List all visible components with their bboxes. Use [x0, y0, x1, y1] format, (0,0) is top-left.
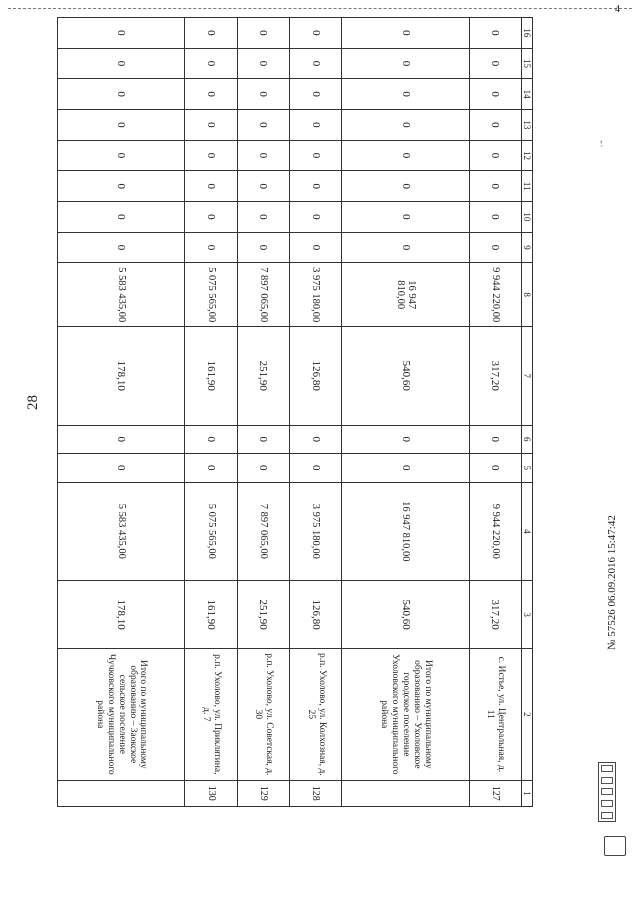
value-cell-12: 0 [237, 140, 289, 171]
column-header-6: 6 [522, 425, 533, 453]
header-row [522, 18, 533, 807]
column-header-1: 1 [522, 780, 533, 806]
small-stamp-icon [604, 836, 626, 856]
value-cell-9: 0 [58, 232, 185, 263]
rotated-table-container [57, 17, 533, 807]
top-corner-mark: 4 [615, 4, 620, 15]
value-cell-13: 0 [469, 110, 521, 141]
value-cell-11: 0 [469, 171, 521, 202]
value-cell-5: 0 [342, 454, 469, 482]
value-cell-5: 0 [237, 454, 289, 482]
value-cell-14: 0 [185, 79, 237, 110]
value-cell-15: 0 [290, 48, 342, 79]
value-cell-9: 0 [469, 232, 521, 263]
value-cell-10: 0 [58, 202, 185, 233]
value-cell-3: 317,20 [469, 581, 521, 649]
value-cell-4: 5 075 565,00 [185, 482, 237, 581]
value-cell-12: 0 [469, 140, 521, 171]
value-cell-12: 0 [290, 140, 342, 171]
side-mark: , [600, 134, 603, 145]
row-number-cell: 128 [290, 780, 342, 806]
value-cell-14: 0 [469, 79, 521, 110]
column-header-9: 9 [522, 232, 533, 263]
value-cell-16: 0 [290, 18, 342, 49]
value-cell-6: 0 [290, 425, 342, 453]
table-row [469, 18, 521, 807]
value-cell-15: 0 [237, 48, 289, 79]
value-cell-9: 0 [290, 232, 342, 263]
value-cell-15: 0 [342, 48, 469, 79]
value-cell-5: 0 [469, 454, 521, 482]
row-number-cell [342, 780, 469, 806]
value-cell-5: 0 [185, 454, 237, 482]
value-cell-6: 0 [342, 425, 469, 453]
value-cell-8: 3 975 180,00 [290, 263, 342, 327]
address-cell: Итого по муниципальному образованию – Заокское сельское поселение Чучковского муниципального района [58, 649, 185, 781]
value-cell-15: 0 [58, 48, 185, 79]
address-cell: р.п. Ухолово, ул. Советская, д. 30 [237, 649, 289, 781]
row-number-cell: 127 [469, 780, 521, 806]
value-cell-8: 9 944 220,00 [469, 263, 521, 327]
column-header-11: 11 [522, 171, 533, 202]
value-cell-4: 9 944 220,00 [469, 482, 521, 581]
column-header-2: 2 [522, 649, 533, 781]
table-row [237, 18, 289, 807]
value-cell-3: 540,60 [342, 581, 469, 649]
row-number-cell: 130 [185, 780, 237, 806]
value-cell-3: 178,10 [58, 581, 185, 649]
value-cell-14: 0 [290, 79, 342, 110]
table-row [290, 18, 342, 807]
data-table [57, 17, 533, 807]
column-header-3: 3 [522, 581, 533, 649]
value-cell-9: 0 [237, 232, 289, 263]
stamp-cell [601, 765, 613, 772]
value-cell-13: 0 [290, 110, 342, 141]
registration-note: № 57526 06.09.2016 15:47:42 [606, 515, 618, 650]
value-cell-4: 7 897 065,00 [237, 482, 289, 581]
address-cell: с. Истье, ул. Центральная, д. 11 [469, 649, 521, 781]
top-dashed-rule [8, 8, 632, 9]
value-cell-8: 5 075 565,00 [185, 263, 237, 327]
value-cell-10: 0 [290, 202, 342, 233]
value-cell-11: 0 [185, 171, 237, 202]
value-cell-16: 0 [58, 18, 185, 49]
value-cell-15: 0 [469, 48, 521, 79]
value-cell-11: 0 [58, 171, 185, 202]
value-cell-3: 126,80 [290, 581, 342, 649]
value-cell-14: 0 [58, 79, 185, 110]
value-cell-13: 0 [185, 110, 237, 141]
value-cell-7: 540,60 [342, 326, 469, 425]
page-number: 28 [25, 395, 41, 410]
value-cell-8: 7 897 065,00 [237, 263, 289, 327]
column-header-12: 12 [522, 140, 533, 171]
barcode-stamp [598, 762, 616, 822]
address-cell: р.п. Ухолово, ул. Колхозная, д. 25 [290, 649, 342, 781]
value-cell-13: 0 [58, 110, 185, 141]
column-header-15: 15 [522, 48, 533, 79]
value-cell-5: 0 [58, 454, 185, 482]
value-cell-14: 0 [342, 79, 469, 110]
table-row [185, 18, 237, 807]
value-cell-8: 16 947 810,00 [342, 263, 469, 327]
stamp-cell [601, 777, 613, 784]
stamp-cell [601, 788, 613, 795]
value-cell-10: 0 [469, 202, 521, 233]
value-cell-14: 0 [237, 79, 289, 110]
value-cell-7: 178,10 [58, 326, 185, 425]
value-cell-6: 0 [58, 425, 185, 453]
value-cell-13: 0 [237, 110, 289, 141]
value-cell-3: 161,90 [185, 581, 237, 649]
value-cell-7: 251,90 [237, 326, 289, 425]
row-number-cell: 129 [237, 780, 289, 806]
row-number-cell [58, 780, 185, 806]
value-cell-12: 0 [342, 140, 469, 171]
value-cell-7: 126,80 [290, 326, 342, 425]
value-cell-5: 0 [290, 454, 342, 482]
address-cell: р.п. Ухолово, ул. Приклятина, д. 7 [185, 649, 237, 781]
column-header-7: 7 [522, 326, 533, 425]
value-cell-16: 0 [237, 18, 289, 49]
column-header-13: 13 [522, 110, 533, 141]
stamp-cell [601, 800, 613, 807]
value-cell-6: 0 [469, 425, 521, 453]
value-cell-4: 5 583 435,00 [58, 482, 185, 581]
value-cell-9: 0 [342, 232, 469, 263]
side-marks [600, 134, 603, 156]
address-cell: Итого по муниципальному образованию – Ухоловское городское поселение Ухоловского муниципального района [342, 649, 469, 781]
stamp-cell [601, 812, 613, 819]
value-cell-8: 5 583 435,00 [58, 263, 185, 327]
value-cell-7: 161,90 [185, 326, 237, 425]
column-header-8: 8 [522, 263, 533, 327]
value-cell-10: 0 [342, 202, 469, 233]
value-cell-7: 317,20 [469, 326, 521, 425]
value-cell-12: 0 [58, 140, 185, 171]
value-cell-3: 251,90 [237, 581, 289, 649]
value-cell-6: 0 [237, 425, 289, 453]
value-cell-16: 0 [185, 18, 237, 49]
value-cell-12: 0 [185, 140, 237, 171]
column-header-10: 10 [522, 202, 533, 233]
value-cell-11: 0 [342, 171, 469, 202]
value-cell-16: 0 [469, 18, 521, 49]
column-header-14: 14 [522, 79, 533, 110]
value-cell-4: 16 947 810,00 [342, 482, 469, 581]
value-cell-4: 3 975 180,00 [290, 482, 342, 581]
table-row [58, 18, 185, 807]
value-cell-15: 0 [185, 48, 237, 79]
value-cell-6: 0 [185, 425, 237, 453]
value-cell-16: 0 [342, 18, 469, 49]
value-cell-13: 0 [342, 110, 469, 141]
value-cell-11: 0 [290, 171, 342, 202]
value-cell-9: 0 [185, 232, 237, 263]
value-cell-11: 0 [237, 171, 289, 202]
value-cell-10: 0 [237, 202, 289, 233]
column-header-4: 4 [522, 482, 533, 581]
column-header-16: 16 [522, 18, 533, 49]
side-mark: ˊ [600, 145, 604, 156]
column-header-5: 5 [522, 454, 533, 482]
value-cell-10: 0 [185, 202, 237, 233]
table-row [342, 18, 469, 807]
